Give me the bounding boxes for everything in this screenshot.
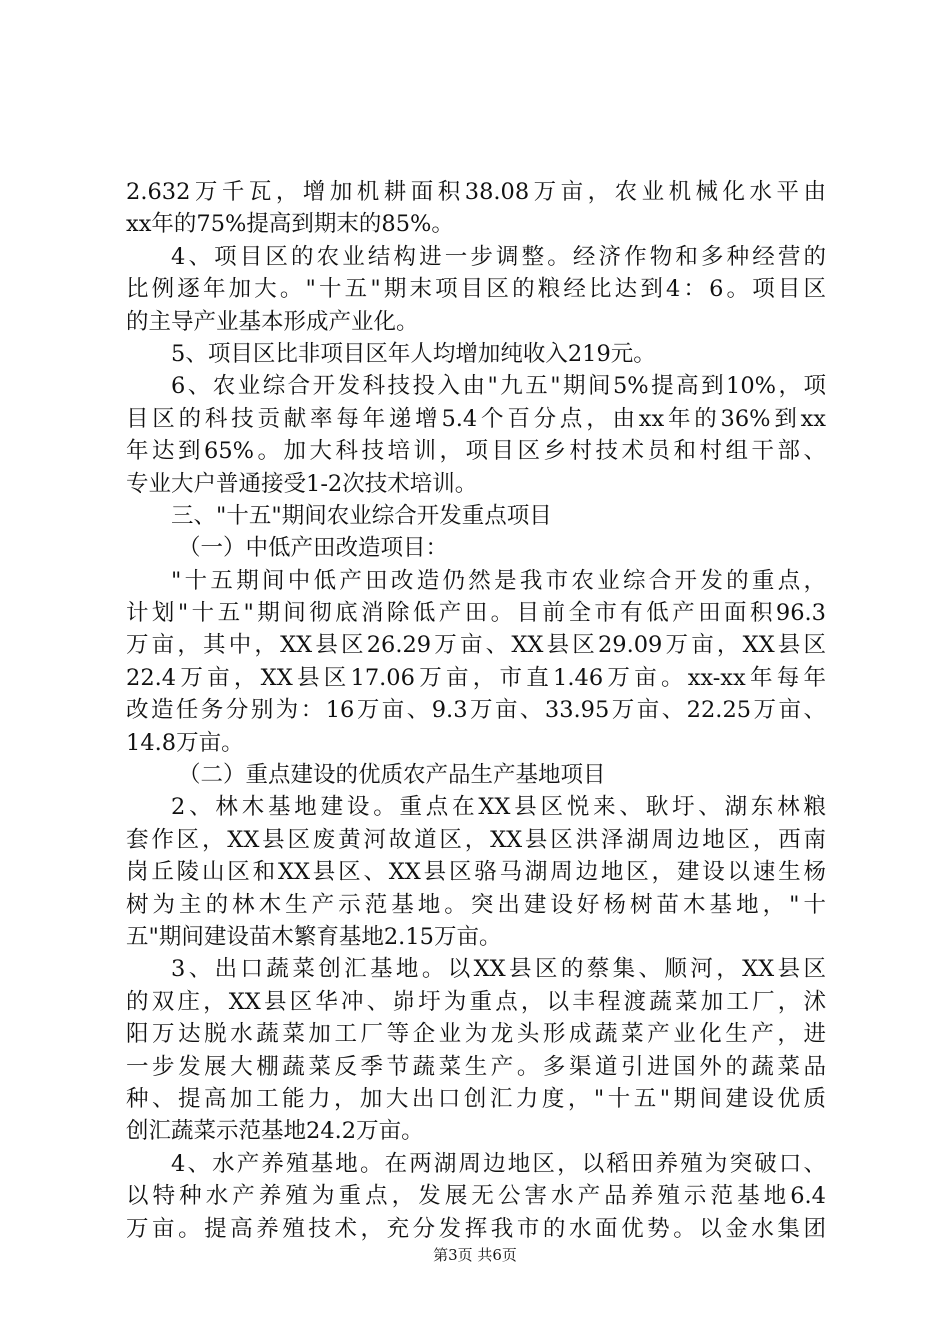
text-line: 14.8万亩。 [126,729,244,756]
text-line: 4、项目区的农业结构进一步调整。经济作物和多种经营的 [171,243,826,270]
text-line: 22.4万亩，XX县区17.06万亩，市直1.46万亩。xx-xx年每年 [126,664,826,691]
text-line: 目区的科技贡献率每年递增5.4个百分点，由xx年的36%到xx [126,405,826,432]
text-line: 计划"十五"期间彻底消除低产田。目前全市有低产田面积96.3 [126,600,826,627]
document-body [126,176,826,1245]
text-line: 种、提高加工能力，加大出口创汇力度，"十五"期间建设优质 [126,1085,826,1112]
text-line: 一步发展大棚蔬菜反季节蔬菜生产。多渠道引进国外的蔬菜品 [126,1053,826,1080]
text-line: 岗丘陵山区和XX县区、XX县区骆马湖周边地区，建设以速生杨 [126,859,826,886]
page-footer: 第3页 共6页 [433,1246,517,1264]
text-line: 以特种水产养殖为重点，发展无公害水产品养殖示范基地6.4 [126,1183,826,1210]
text-line: 5、项目区比非项目区年人均增加纯收入219元。 [171,340,656,367]
text-line: 万亩，其中，XX县区26.29万亩、XX县区29.09万亩，XX县区 [126,632,826,659]
text-line: xx年的75%提高到期末的85%。 [126,211,454,238]
text-line: 2.632万千瓦，增加机耕面积38.08万亩，农业机械化水平由 [126,179,826,205]
text-line: 的主导产业基本形成产业化。 [126,308,419,335]
text-line: 套作区，XX县区废黄河故道区，XX县区洪泽湖周边地区，西南 [126,826,826,853]
text-line: 树为主的林木生产示范基地。突出建设好杨树苗木基地，"十 [126,891,826,918]
text-line: 的双庄，XX县区华冲、峁圩为重点，以丰程渡蔬菜加工厂，沭 [126,988,826,1015]
text-line: 2、林木基地建设。重点在XX县区悦来、耿圩、湖东林粮 [171,794,826,821]
text-line: 创汇蔬菜示范基地24.2万亩。 [126,1118,424,1145]
text-line: 比例逐年加大。"十五"期末项目区的粮经比达到4：6。项目区 [126,276,826,303]
text-line: 五"期间建设苗木繁育基地2.15万亩。 [126,923,502,950]
text-line: 万亩。提高养殖技术，充分发挥我市的水面优势。以金水集团 [126,1215,826,1242]
text-line: 年达到65%。加大科技培训，项目区乡村技术员和村组干部、 [126,438,826,465]
text-line: 6、农业综合开发科技投入由"九五"期间5%提高到10%，项 [171,373,826,400]
text-line: 三、"十五"期间农业综合开发重点项目 [171,502,552,529]
text-line: 4、水产养殖基地。在两湖周边地区，以稻田养殖为突破口、 [171,1150,826,1177]
text-line: 改造任务分别为：16万亩、9.3万亩、33.95万亩、22.25万亩、 [126,697,826,724]
text-line: 阳万达脱水蔬菜加工厂等企业为龙头形成蔬菜产业化生产，进 [126,1021,826,1048]
text-line: （一）中低产田改造项目： [178,535,449,562]
text-line: "十五期间中低产田改造仍然是我市农业综合开发的重点， [171,567,826,594]
text-line: 3、出口蔬菜创汇基地。以XX县区的蔡集、顺河，XX县区 [171,956,826,983]
text-line: 专业大户普通接受1-2次技术培训。 [126,470,478,497]
text-line: （二）重点建设的优质农产品生产基地项目 [178,762,606,789]
